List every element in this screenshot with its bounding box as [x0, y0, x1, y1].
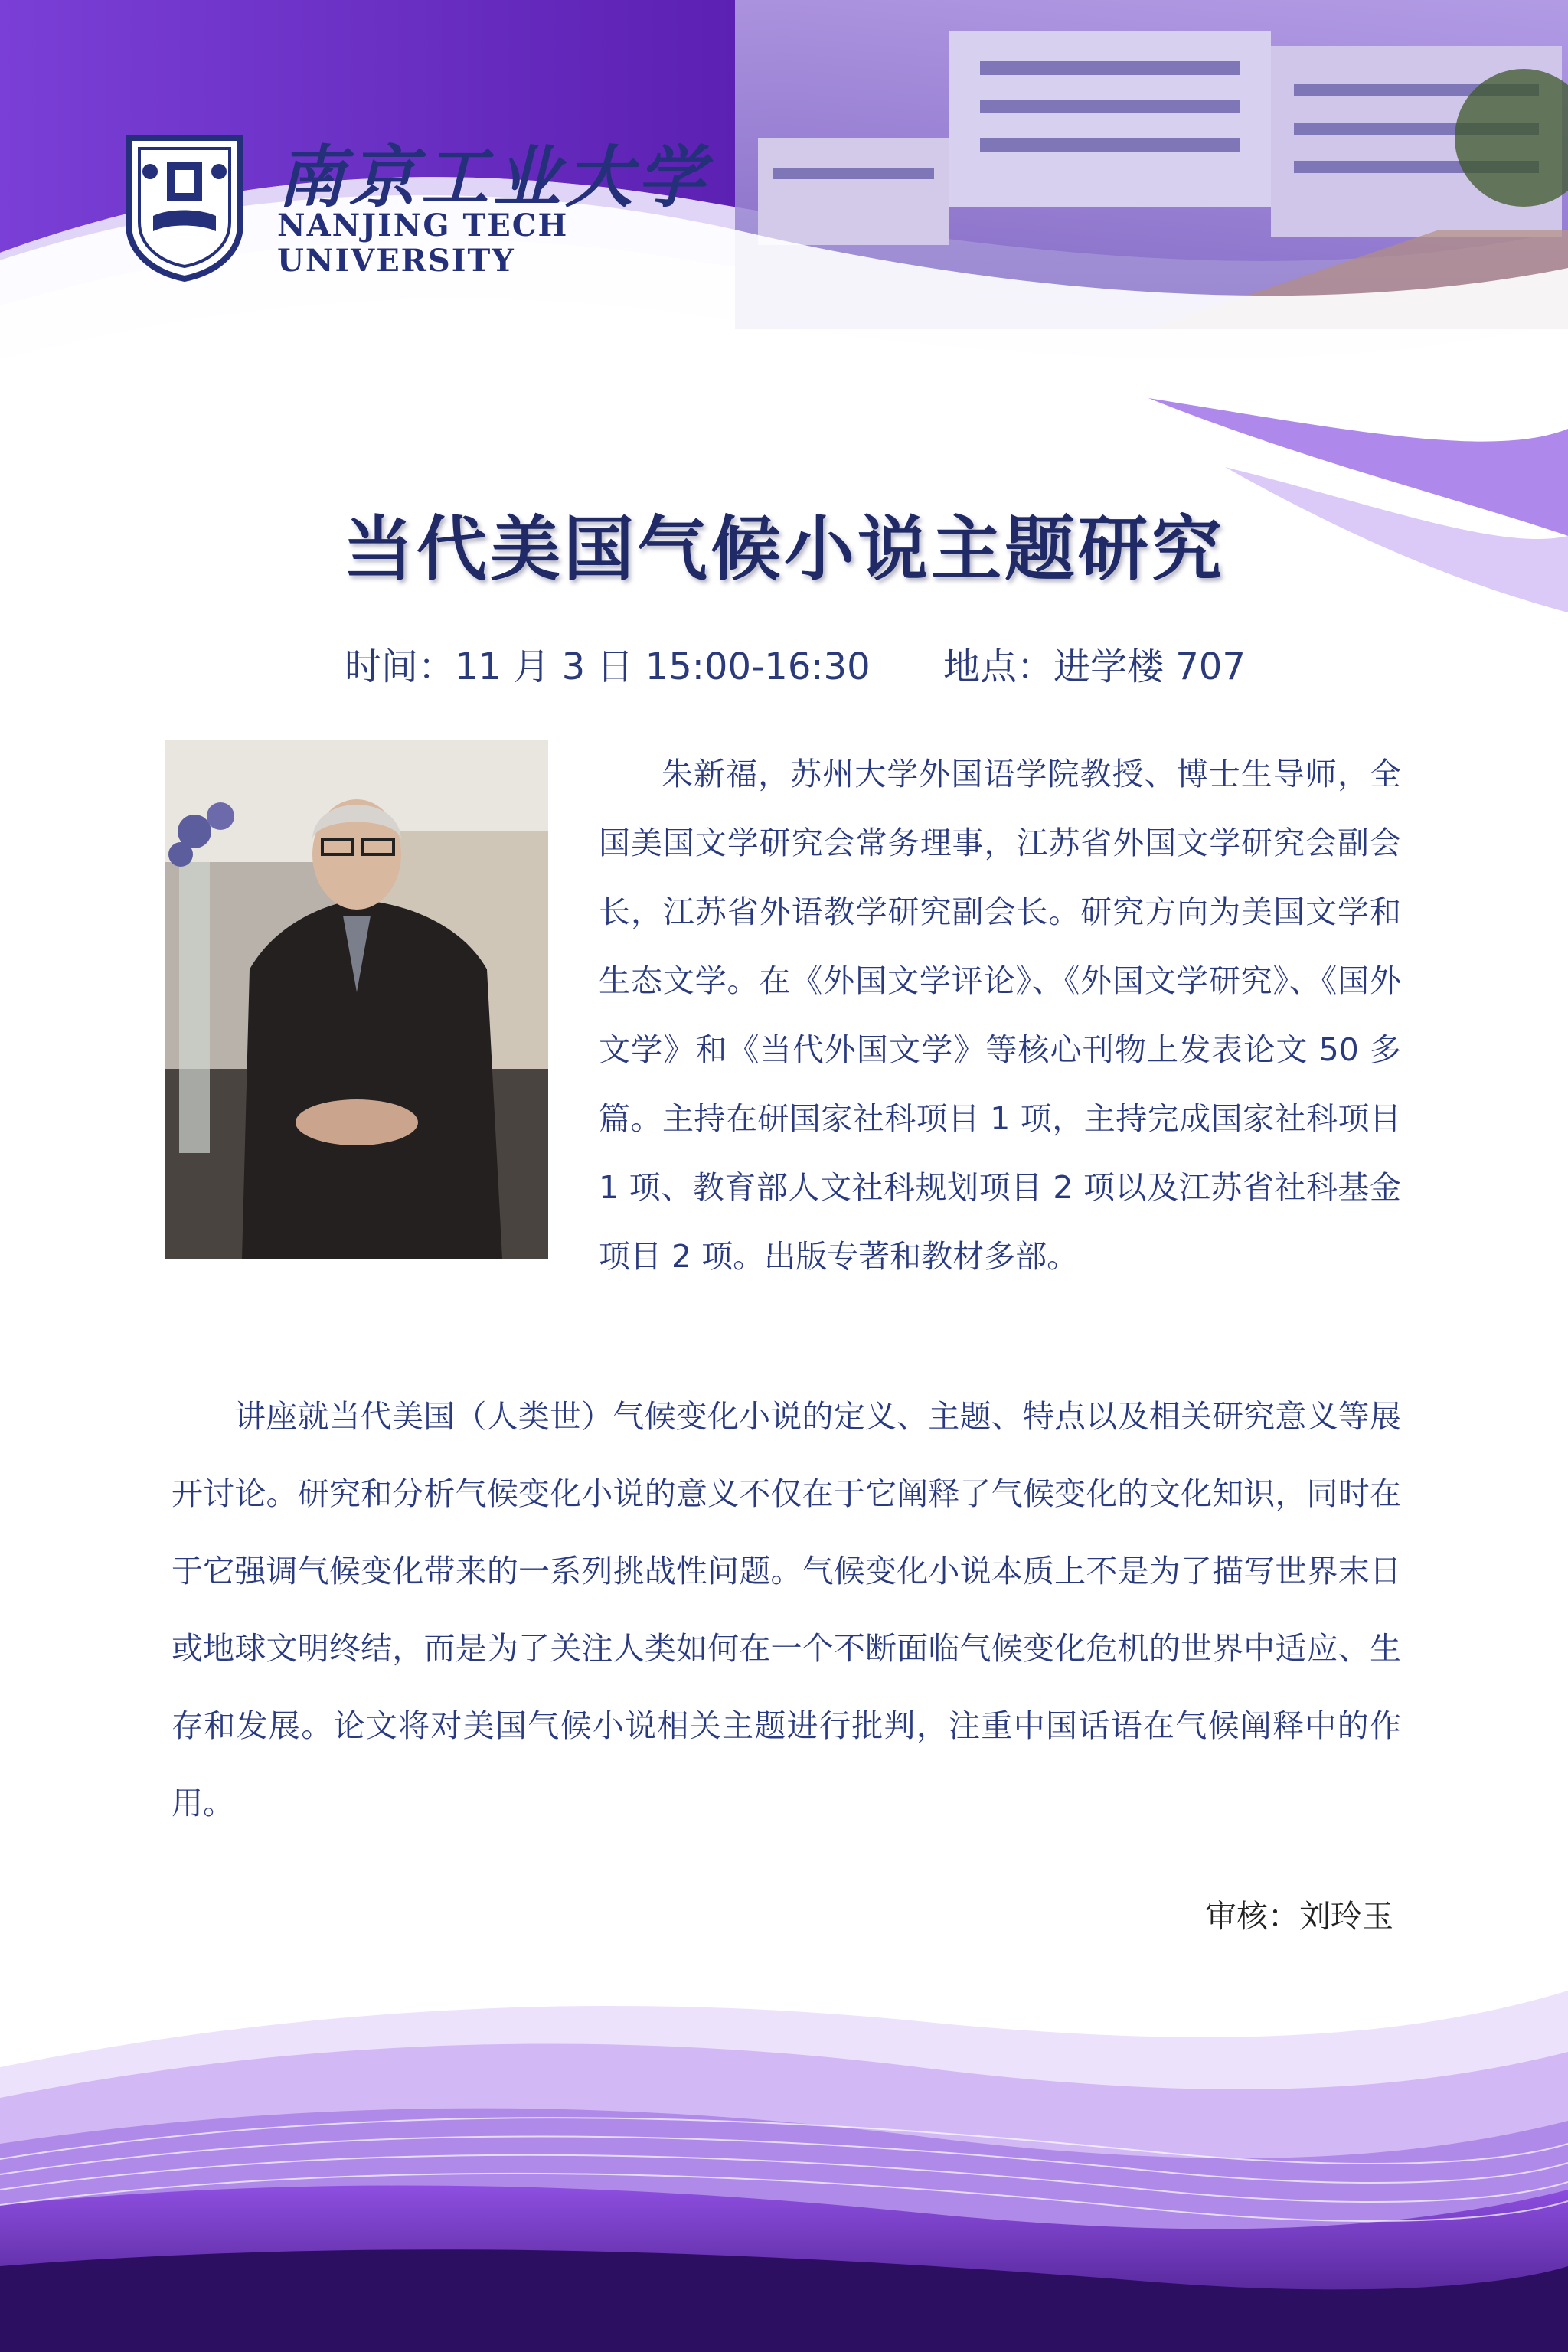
lecture-time: 时间：11 月 3 日 15:00-16:30	[345, 645, 871, 688]
university-name-en-line1: NANJING TECH	[277, 207, 569, 243]
speaker-bio	[599, 740, 1401, 1291]
university-name-en	[277, 208, 568, 279]
lecture-place: 地点：进学楼 707	[943, 645, 1246, 688]
lecture-abstract	[172, 1378, 1401, 1842]
university-name-cn: 南京工业大学	[277, 137, 710, 217]
lecture-title: 当代美国气候小说主题研究	[342, 508, 1225, 590]
lecture-abstract-text: 讲座就当代美国（人类世）气候变化小说的定义、主题、特点以及相关研究意义等展开讨论。研究和分析气候变化小说的意义不仅在于它阐释了气候变化的文化知识，同时在于它强调气候变化带来的一系列挑战性问题。气候变化小说本质上不是为了描写世界末日或地球文明终结，而是为了关注人类如何在一个不断面临气候变化危机的世界中适应、生存和发展。论文将对美国气候小说相关主题进行批判，注重中国话语在气候阐释中的作用。	[172, 1398, 1401, 1821]
speaker-photo	[165, 740, 548, 1259]
university-name-en-line2: UNIVERSITY	[277, 243, 515, 279]
reviewer: 审核：刘玲玉	[1205, 1898, 1393, 1935]
speaker-bio-text: 朱新福，苏州大学外国语学院教授、博士生导师，全国美国文学研究会常务理事，江苏省外国文学研究会副会长，江苏省外语教学研究副会长。研究方向为美国文学和生态文学。在《外国文学评论》、《外国文学研究》、《国外文学》和《当代外国文学》等核心刊物上发表论文 50 多篇。主持在研国家社科项目 1 项，主持完成国家社科项目 1 项、教育部人文社科规划项目 2 项以及江苏省社科基金项目 2 项。出版专著和教材多部。	[599, 756, 1401, 1275]
university-emblem	[122, 132, 247, 282]
